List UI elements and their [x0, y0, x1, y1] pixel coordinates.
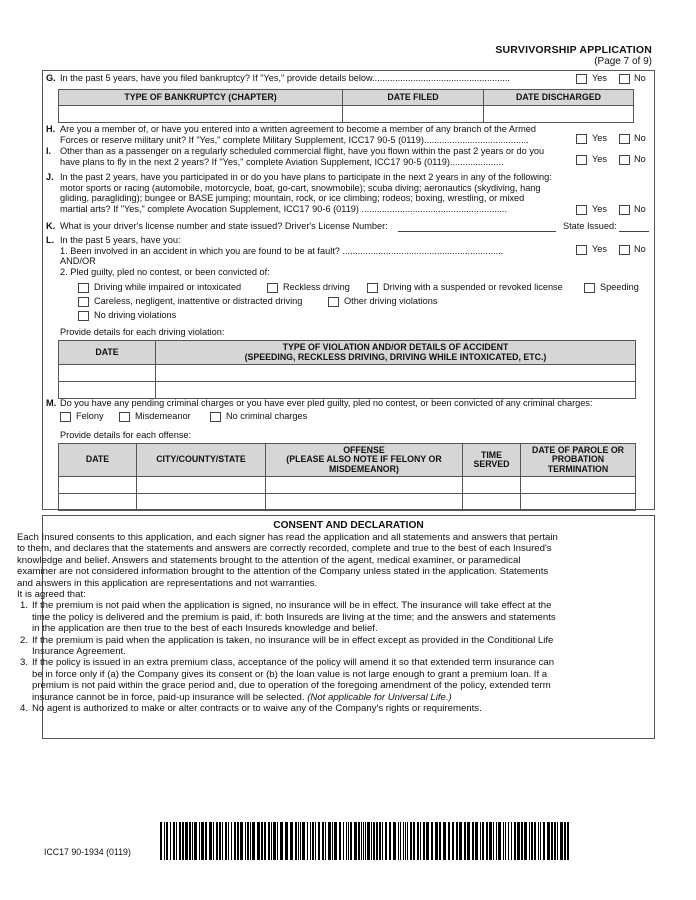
consent-title: CONSENT AND DECLARATION [273, 520, 424, 531]
i-no-label: No [634, 154, 646, 164]
g-yes-label: Yes [592, 73, 607, 83]
table-cell[interactable] [59, 106, 343, 123]
question-h: H. Are you a member of, or have you entered into a written agreement to become a member of any branch of the Armed Forces or reserve military unit? If "Yes," complete Military Supplement, ICC17 90-5 (0119)......................................... [46, 124, 536, 145]
question-l: L. In the past 5 years, have you: 1. Been involved in an accident in which you are found to be at fault? ............................................................... AND/OR 2. Pled guilty, pled no contest, or been convicted of: [46, 235, 504, 277]
j-no-label: No [634, 204, 646, 214]
careless-driving-checkbox[interactable] [78, 297, 89, 307]
h-no-checkbox[interactable] [619, 134, 630, 144]
table-cell[interactable] [463, 477, 521, 494]
g-no-checkbox[interactable] [619, 74, 630, 84]
reckless-driving-label: Reckless driving [283, 282, 350, 292]
no-violations-label: No driving violations [94, 310, 177, 320]
l-yes-label: Yes [592, 244, 607, 254]
table-cell[interactable] [59, 365, 156, 382]
state-issued-input[interactable] [619, 231, 649, 232]
driving-impaired-label: Driving while impaired or intoxicated [94, 282, 242, 292]
misdemeanor-checkbox[interactable] [119, 412, 130, 422]
table-cell[interactable] [137, 494, 266, 511]
table-cell[interactable] [137, 477, 266, 494]
other-violations-label: Other driving violations [344, 296, 438, 306]
page-number: (Page 7 of 9) [594, 56, 652, 67]
h-no-label: No [634, 133, 646, 143]
no-criminal-charges-label: No criminal charges [226, 411, 308, 421]
table-cell[interactable] [59, 494, 137, 511]
offense-table [58, 443, 636, 511]
table-cell[interactable] [59, 382, 156, 399]
table-cell[interactable] [343, 106, 484, 123]
col-bankruptcy-type: TYPE OF BANKRUPTCY (CHAPTER) [59, 90, 343, 106]
table-cell[interactable] [266, 494, 463, 511]
misdemeanor-label: Misdemeanor [135, 411, 191, 421]
table-cell[interactable] [59, 477, 137, 494]
question-i: I. Other than as a passenger on a regularly scheduled commercial flight, have you flown within the past 2 years or do you have plans to fly in the next 2 years? If "Yes," complete Aviation Supplement, ICC17 90-5 (0119)..................... [46, 146, 545, 167]
question-m: M. Do you have any pending criminal charges or you have ever pled guilty, pled no contest, or been convicted of any criminal charges: [46, 398, 593, 408]
question-k: K. What is your driver's license number and state issued? Driver's License Number: [46, 221, 388, 231]
question-g: G. In the past 5 years, have you filed bankruptcy? If "Yes," provide details below...................................................... [46, 73, 510, 83]
table-cell[interactable] [156, 365, 636, 382]
col-date-discharged: DATE DISCHARGED [484, 90, 634, 106]
table-cell[interactable] [521, 477, 636, 494]
table-cell[interactable] [266, 477, 463, 494]
col-city-county-state: CITY/COUNTY/STATE [137, 444, 266, 477]
violation-table [58, 340, 636, 399]
j-no-checkbox[interactable] [619, 205, 630, 215]
col-parole-date: DATE OF PAROLE OR PROBATION TERMINATION [521, 444, 636, 477]
consent-body: Each Insured consents to this application, and each signer has read the application and all statements and answers that pertain to them, and declares that the statements and answers are correctly recorded, complete and true to the best of each Insured's knowledge and belief. Answers and statements brought to the attention of the agent, medical examiner, or paramedical examiner are not considered information brought to the attention of the Company unless stated in the application. Statements and answers in this application are representations and not warranties. It is agreed that: 1. If the premium is not paid when the application is signed, no insurance will be in effect. The insurance will take effect at the time the policy is delivered and the premium is paid, if: both Insureds are living at the time; and the answers and statements in the application are then true to the best of each Insureds knowledge and belief. 2. If the premium is paid when the application is taken, no insurance will be in effect except as provided in the Conditional Life Insurance Agreement. 3. If the policy is issued in an extra premium class, acceptance of the policy will amend it so that extended term insurance can be in force only if (a) the Company gives its consent or (b) the loan value is not large enough to grant a premium loan. If a premium is not paid within the grace period and, due to operation of the foregoing amendment of the policy, extended term insurance cannot be in force, paid-up insurance will be selected. (Not applicable for Universal Life.) 4. No agent is authorized to make or alter contracts or to waive any of the Company's rights or requirements. [17, 532, 558, 715]
bankruptcy-table [58, 89, 634, 123]
g-no-label: No [634, 73, 646, 83]
i-no-checkbox[interactable] [619, 155, 630, 165]
h-yes-label: Yes [592, 133, 607, 143]
col-time-served: TIME SERVED [463, 444, 521, 477]
other-violations-checkbox[interactable] [328, 297, 339, 307]
speeding-label: Speeding [600, 282, 639, 292]
col-offense: OFFENSE (PLEASE ALSO NOTE IF FELONY OR MISDEMEANOR) [266, 444, 463, 477]
state-issued-label: State Issued: [563, 221, 617, 231]
j-yes-checkbox[interactable] [576, 205, 587, 215]
offense-details-label: Provide details for each offense: [60, 430, 192, 440]
form-title: SURVIVORSHIP APPLICATION [495, 44, 652, 56]
g-yes-checkbox[interactable] [576, 74, 587, 84]
l-no-checkbox[interactable] [619, 245, 630, 255]
col-violation-date: DATE [59, 341, 156, 365]
l-yes-checkbox[interactable] [576, 245, 587, 255]
felony-label: Felony [76, 411, 104, 421]
drivers-license-input[interactable] [398, 231, 556, 232]
reckless-driving-checkbox[interactable] [267, 283, 278, 293]
suspended-license-label: Driving with a suspended or revoked license [383, 282, 563, 292]
col-date-filed: DATE FILED [343, 90, 484, 106]
felony-checkbox[interactable] [60, 412, 71, 422]
no-violations-checkbox[interactable] [78, 311, 89, 321]
no-criminal-charges-checkbox[interactable] [210, 412, 221, 422]
j-yes-label: Yes [592, 204, 607, 214]
question-j: J. In the past 2 years, have you participated in or do you have plans to participate in the next 2 years in any of the following: motor sports or racing (automobile, motorcycle, boat, go-cart, snowmobile); scuba diving; aeronautics (skydiving, hang gliding, paragliding); bungee or BASE jumping; mountain, rock, or ice climbing; rodeos; boxing, wrestling, or mixed martial arts? If "Yes," complete Avocation Supplement, ICC17 90-6 (0119) ......................................................... [46, 172, 552, 214]
i-yes-checkbox[interactable] [576, 155, 587, 165]
barcode-icon [160, 822, 570, 860]
table-cell[interactable] [156, 382, 636, 399]
col-offense-date: DATE [59, 444, 137, 477]
violation-details-label: Provide details for each driving violation: [60, 327, 225, 337]
l-no-label: No [634, 244, 646, 254]
table-cell[interactable] [463, 494, 521, 511]
h-yes-checkbox[interactable] [576, 134, 587, 144]
table-cell[interactable] [521, 494, 636, 511]
table-cell[interactable] [484, 106, 634, 123]
i-yes-label: Yes [592, 154, 607, 164]
col-violation-type: TYPE OF VIOLATION AND/OR DETAILS OF ACCIDENT (SPEEDING, RECKLESS DRIVING, DRIVING WHILE INTOXICATED, ETC.) [156, 341, 636, 365]
careless-driving-label: Careless, negligent, inattentive or distracted driving [94, 296, 303, 306]
speeding-checkbox[interactable] [584, 283, 595, 293]
suspended-license-checkbox[interactable] [367, 283, 378, 293]
driving-impaired-checkbox[interactable] [78, 283, 89, 293]
form-code: ICC17 90-1934 (0119) [44, 847, 131, 857]
